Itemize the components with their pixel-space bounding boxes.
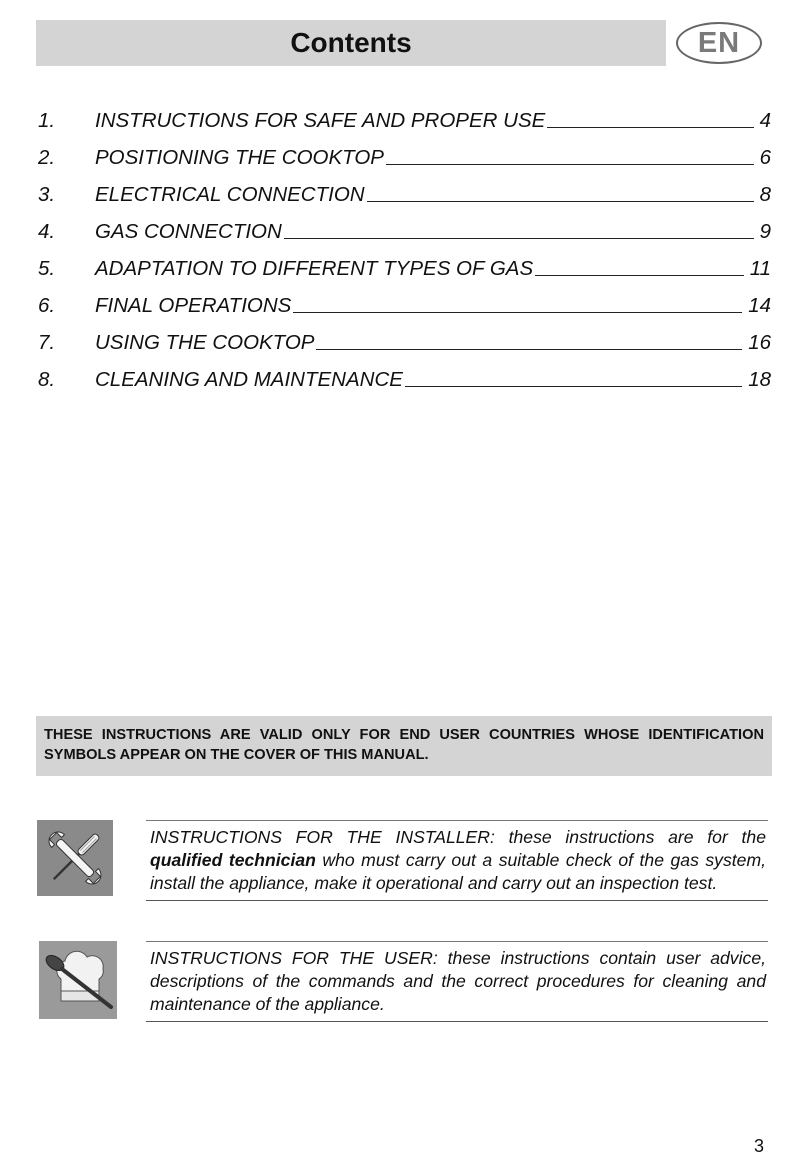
toc-entry-1[interactable] — [38, 96, 771, 133]
toc-title: CLEANING AND MAINTENANCE — [95, 368, 403, 391]
toc-title: POSITIONING THE COOKTOP — [95, 146, 384, 169]
toc-number: 8. — [38, 368, 56, 391]
toc-entry-2[interactable] — [38, 133, 771, 170]
title-bar — [36, 20, 666, 66]
validity-notice: THESE INSTRUCTIONS ARE VALID ONLY FOR END USER COUNTRIES WHOSE IDENTIFICATION SYMBOLS APPEAR ON THE COVER OF THIS MANUAL. — [36, 716, 772, 776]
toc-number: 6. — [38, 294, 56, 317]
toc-page-number: 4 — [759, 109, 771, 132]
spoon-chef-hat-icon — [39, 941, 117, 1019]
toc-leader-line — [316, 348, 742, 350]
toc-number: 5. — [38, 257, 56, 280]
toc-entry-7[interactable] — [38, 318, 771, 355]
toc-entry-4[interactable] — [38, 207, 771, 244]
toc-entry-8[interactable] — [38, 355, 771, 392]
page-number: 3 — [754, 1136, 765, 1156]
toc-title: USING THE COOKTOP — [95, 331, 315, 354]
toc-title: ELECTRICAL CONNECTION — [95, 183, 365, 206]
toc-page-number: 18 — [748, 368, 771, 391]
toc-page-number: 8 — [759, 183, 771, 206]
toc-title: INSTRUCTIONS FOR SAFE AND PROPER USE — [95, 109, 546, 132]
toc-title: GAS CONNECTION — [95, 220, 282, 243]
installer-instructions — [146, 820, 768, 901]
toc-leader-line — [367, 200, 754, 202]
installer-text-start: INSTRUCTIONS FOR THE INSTALLER: these instructions are for the — [150, 827, 766, 847]
toc-leader-line — [547, 126, 753, 128]
toc-page-number: 6 — [759, 146, 771, 169]
language-badge: EN — [676, 22, 762, 64]
user-instructions: INSTRUCTIONS FOR THE USER: these instructions contain user advice, descriptions of the commands and the correct procedures for cleaning and maintenance of the appliance. — [146, 941, 768, 1022]
toc-entry-5[interactable] — [38, 244, 771, 281]
toc-page-number: 11 — [749, 257, 771, 280]
toc-number: 3. — [38, 183, 56, 206]
toc-number: 7. — [38, 331, 56, 354]
toc-leader-line — [293, 311, 742, 313]
toc-leader-line — [535, 274, 744, 276]
toc-page-number: 16 — [748, 331, 771, 354]
toc-leader-line — [386, 163, 754, 165]
toc-number: 2. — [38, 146, 56, 169]
installer-text-end: who must carry out a suitable check of the gas system, install the appliance, make it operational and carry out an inspection test. — [150, 850, 766, 893]
toc-title: FINAL OPERATIONS — [95, 294, 292, 317]
toc-page-number: 14 — [748, 294, 771, 317]
toc-entry-3[interactable] — [38, 170, 771, 207]
toc-leader-line — [405, 385, 742, 387]
page-title: Contents — [290, 27, 412, 58]
toc-title: ADAPTATION TO DIFFERENT TYPES OF GAS — [95, 257, 534, 280]
wrench-screwdriver-icon — [37, 820, 113, 896]
toc-number: 1. — [38, 109, 56, 132]
table-of-contents — [38, 96, 771, 392]
toc-page-number: 9 — [759, 220, 771, 243]
toc-leader-line — [284, 237, 754, 239]
installer-text-bold: qualified technician — [150, 850, 316, 870]
toc-entry-6[interactable] — [38, 281, 771, 318]
toc-number: 4. — [38, 220, 56, 243]
